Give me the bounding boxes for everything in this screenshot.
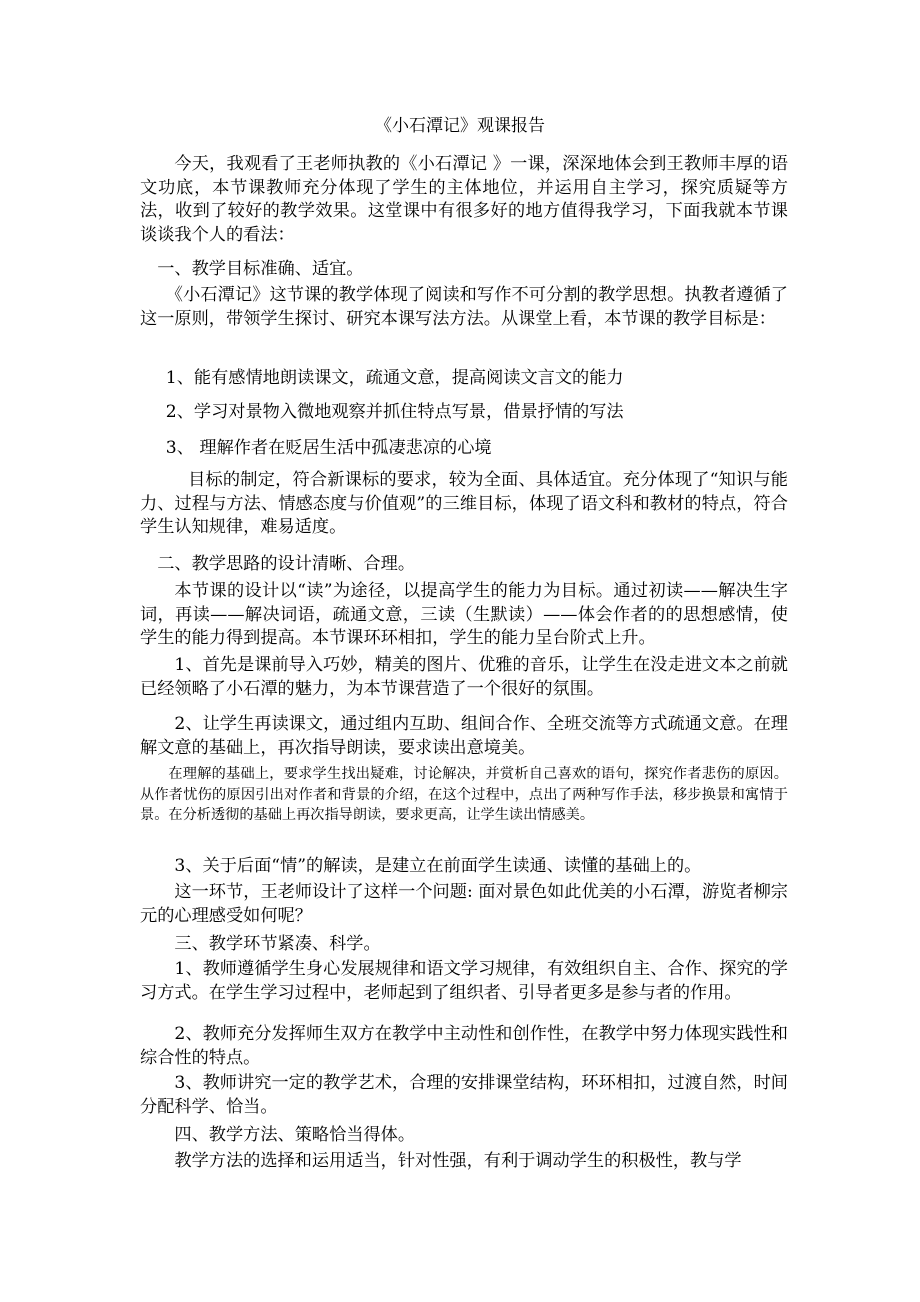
paragraph: 2、让学生再读课文，通过组内互助、组间合作、全班交流等方式疏通文意。在理解文意的基础上，再次指导朗读，要求读出意境美。 — [140, 714, 788, 758]
paragraph: 3、关于后面“情”的解读，是建立在前面学生读通、读懂的基础上的。 — [174, 856, 702, 876]
paragraph: 《小石潭记》这节课的教学体现了阅读和写作不可分割的教学思想。执教者遵循了这一原则，带领学生探讨、研究本课写法方法。从课堂上看，本节课的教学目标是： — [140, 285, 788, 329]
goal-item-2: 2、学习对景物入微地观察并抓住特点写景，借景抒情的写法 — [165, 402, 624, 422]
small-paragraph: 在理解的基础上，要求学生找出疑难，讨论解决，并赏析自己喜欢的语句，探究作者悲伤的原因。从作者忧伤的原因引出对作者和背景的介绍，在这个过程中，点出了两种写作手法，移步换景和寓情于景。在分析透彻的基础上再次指导朗读，要求更高，让学生读出情感美。 — [140, 766, 788, 823]
paragraph: 本节课的设计以“读”为途径，以提高学生的能力为目标。通过初读——解决生字词，再读——解决词语，疏通文意，三读（生默读）——体会作者的的思想感情，使学生的能力得到提高。本节课环环相扣，学生的能力呈台阶式上升。 — [140, 581, 788, 649]
paragraph: 1、首先是课前导入巧妙，精美的图片、优雅的音乐，让学生在没走进文本之前就已经领略了小石潭的魅力，为本节课营造了一个很好的氛围。 — [140, 655, 788, 699]
section-heading-1: 一、教学目标准确、适宜。 — [157, 259, 364, 279]
paragraph: 目标的制定，符合新课标的要求，较为全面、具体适宜。充分体现了“知识与能力、过程与方法、情感态度与价值观”的三维目标，体现了语文科和教材的特点，符合学生认知规律，难易适度。 — [140, 470, 788, 538]
goal-item-1: 1、能有感情地朗读课文，疏通文意，提高阅读文言文的能力 — [165, 368, 624, 388]
document-title: 《小石潭记》观课报告 — [375, 116, 545, 136]
paragraph: 这一环节，王老师设计了这样一个问题: 面对景色如此优美的小石潭，游览者柳宗元的心理感受如何呢？ — [140, 882, 788, 926]
intro-paragraph: 今天，我观看了王老师执教的《小石潭记 》一课，深深地体会到王教师丰厚的语文功底，本节课教师充分体现了学生的主体地位，并运用自主学习，探究质疑等方法，收到了较好的教学效果。这堂课中有很多好的地方值得我学习，下面我就本节课谈谈我个人的看法： — [140, 154, 788, 245]
goal-item-3: 3、 理解作者在贬居生活中孤凄悲凉的心境 — [165, 438, 492, 458]
paragraph: 2、教师充分发挥师生双方在教学中主动性和创作性，在教学中努力体现实践性和综合性的特点。 — [140, 1024, 788, 1068]
paragraph: 3、教师讲究一定的教学艺术，合理的安排课堂结构，环环相扣，过渡自然，时间分配科学、恰当。 — [140, 1073, 788, 1117]
section-heading-3: 三、教学环节紧凑、科学。 — [174, 934, 381, 954]
paragraph: 1、教师遵循学生身心发展规律和语文学习规律，有效组织自主、合作、探究的学习方式。在学生学习过程中，老师起到了组织者、引导者更多是参与者的作用。 — [140, 959, 788, 1003]
section-heading-2: 二、教学思路的设计清晰、合理。 — [157, 554, 416, 574]
paragraph: 教学方法的选择和运用适当，针对性强，有利于调动学生的积极性，教与学 — [174, 1151, 742, 1171]
section-heading-4: 四、教学方法、策略恰当得体。 — [174, 1125, 416, 1145]
